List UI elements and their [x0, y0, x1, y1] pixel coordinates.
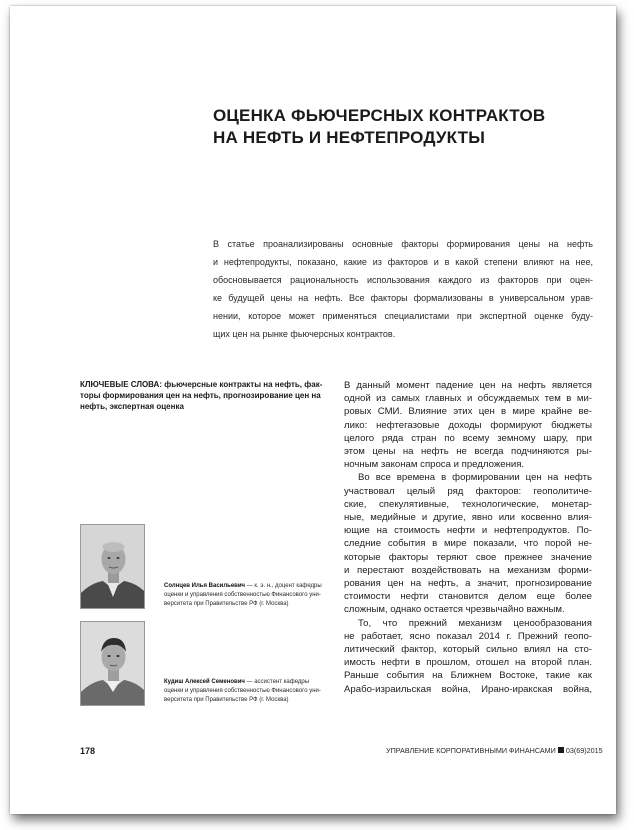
journal-footer: [386, 746, 603, 755]
body-line: литический фактор, который сильно влиял на сто-: [344, 644, 592, 656]
body-line: этом цены на нефть не всегда подчиняются ры-: [344, 446, 592, 458]
journal-issue: 03(69)2015: [565, 746, 603, 755]
body-line: Раньше события на Ближнем Востоке, такие как: [344, 670, 592, 682]
portrait-image: [81, 622, 145, 706]
body-line: и перестают воздействовать на механизм форми-: [344, 564, 592, 576]
abstract-line: ке будущей цены на нефть. Все факторы формализованы в универсальном урав-: [213, 293, 593, 303]
body-line: То, что прежний механизм ценообразования: [358, 617, 592, 629]
article-body: [344, 379, 592, 696]
body-line: имость нефти в прошлом, отошел на второй план.: [344, 657, 592, 669]
page-number: 178: [80, 746, 96, 756]
author-line: оценки и управления собственностью Финансового уни-: [164, 592, 321, 598]
author-line: верситета при Правительстве РФ (г. Москва): [164, 697, 289, 703]
article-title: [213, 105, 593, 149]
keywords-block: [80, 379, 323, 412]
body-line: ющие на стоимость нефти и нефтепродуктов. По-: [344, 525, 592, 537]
author-line: [164, 678, 334, 687]
author-line: [164, 582, 334, 591]
body-line: рования цен на нефть, а значит, прогнозирование: [344, 578, 592, 590]
author-photo-kudish: [80, 621, 145, 706]
keywords-line: КЛЮЧЕВЫЕ СЛОВА: фьючерсные контракты на нефть, фак-: [80, 380, 323, 389]
body-line: ские, спекулятивные, технологические, монетар-: [344, 498, 592, 510]
abstract-line: и нефтепродукты, показано, какие из факторов и в какой степени влияют на нее,: [213, 257, 593, 267]
author-line: верситета при Правительстве РФ (г. Москва): [164, 601, 289, 607]
author-info-kudish: [164, 678, 334, 705]
article-abstract: [213, 235, 593, 343]
abstract-line: щих цен на рынке фьючерсных контрактов.: [213, 329, 396, 339]
body-line: которые факторы теряют свое прежнее значение: [344, 551, 592, 563]
keywords-line: торы формирования цен на нефть, прогнозирование цен на: [80, 391, 321, 400]
title-line: ОЦЕНКА ФЬЮЧЕРСНЫХ КОНТРАКТОВ: [213, 106, 546, 125]
body-line: стоимости нефти становится делом еще более: [344, 591, 592, 603]
body-line: лико: нефтегазовые доходы формируют бюджеты: [344, 419, 592, 431]
body-line: не работает, ясно показал 2014 г. Прежний геопо-: [344, 630, 592, 642]
body-line: Во все времена в формировании цен на нефть: [358, 472, 592, 484]
square-separator-icon: [558, 747, 564, 753]
body-line: В данный момент падение цен на нефть является: [344, 380, 592, 391]
author-role: — к. э. н., доцент кафедры: [245, 583, 322, 589]
body-line: сложным, однако остается чрезвычайно важным.: [344, 604, 565, 616]
body-line: одной из самых главных и обсуждаемых тем в ми-: [344, 393, 592, 405]
author-name: Солнцев Илья Васильевич: [164, 583, 246, 589]
abstract-line: обосновывается рациональность использования каждого из факторов при оцен-: [213, 275, 593, 285]
body-line: следние события в мире показали, что порой не-: [344, 538, 592, 550]
journal-name: УПРАВЛЕНИЕ КОРПОРАТИВНЫМИ ФИНАНСАМИ: [386, 746, 556, 755]
author-line: оценки и управления собственностью Финансового уни-: [164, 688, 321, 694]
abstract-line: В статье проанализированы основные факторы формирования цены на нефть: [213, 239, 593, 249]
body-line: ночным законам спроса и предложения.: [344, 459, 525, 471]
body-line: целого ряда стран по всему земному шару, при: [344, 432, 592, 444]
author-photo-solntsev: [80, 524, 145, 609]
title-line: НА НЕФТЬ И НЕФТЕПРОДУКТЫ: [213, 128, 486, 147]
body-line: ровых СМИ. Влияние этих цен в мире крайне ве-: [344, 406, 592, 418]
portrait-image: [81, 525, 145, 609]
author-info-solntsev: [164, 582, 334, 609]
body-line: ные, медийные и другие, явно или косвенно влия-: [344, 512, 592, 524]
abstract-line: нении, которое может применяться специалистами при экспертной оценке буду-: [213, 311, 593, 321]
author-role: — ассистент кафедры: [244, 679, 310, 685]
body-line: участвовал целый ряд факторов: геополитиче-: [344, 485, 592, 497]
body-line: Арабо-израильская война, Ирано-иракская война,: [344, 683, 592, 695]
author-name: Кудиш Алексей Семенович: [164, 679, 245, 685]
keywords-line: нефть, экспертная оценка: [80, 402, 184, 411]
